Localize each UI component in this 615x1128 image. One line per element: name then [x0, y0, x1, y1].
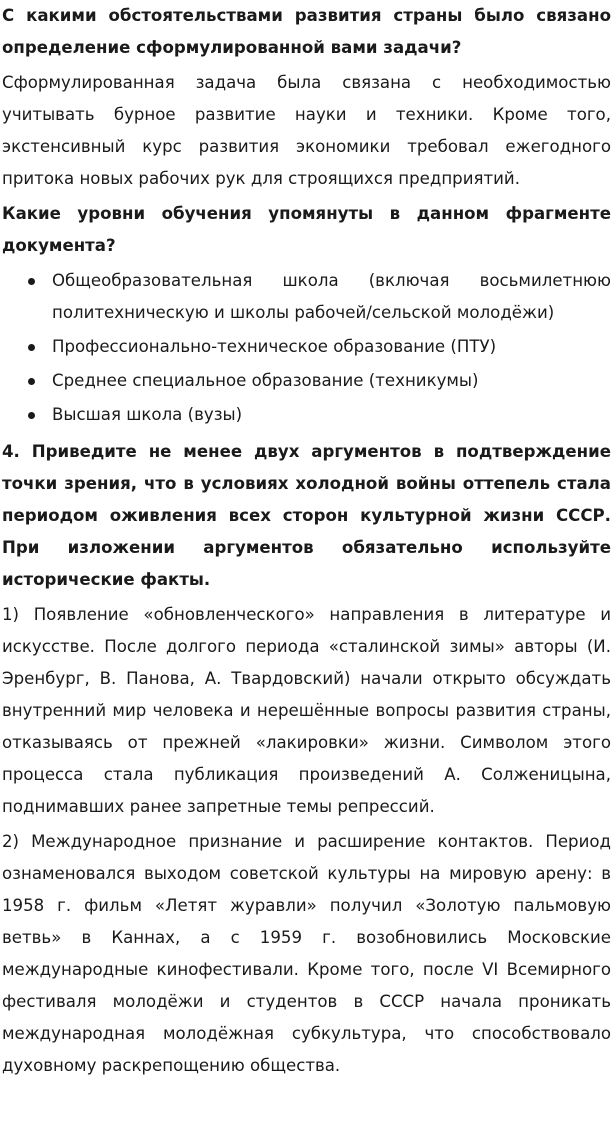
- list-item: [2, 265, 611, 329]
- bullet-icon: [28, 344, 35, 351]
- argument-2: 2) Международное признание и расширение контактов. Период ознаменовался выходом советской культуры на мировую арену: в 1958 г. фильм «Летят журавли» получил «Золотую пальмовую ветвь» в Каннах, а с 1959 г. возобновились Московские международные кинофестивали. Кроме того, после VI Всемирного фестиваля молодёжи и студентов в СССР начала проникать международная молодёжная субкультура, что способствовало духовному раскрепощению общества.: [2, 832, 611, 1075]
- list-item: [2, 365, 611, 397]
- list-item-text: Высшая школа (вузы): [52, 405, 243, 424]
- list-item: [2, 399, 611, 431]
- answer-goal: Сформулированная задача была связана с необходимостью учитывать бурное развитие науки и техники. Кроме того, экстенсивный курс развития экономики требовал ежегодного притока новых рабочих рук для строящихся предприятий.: [2, 73, 611, 188]
- question-4: 4. Приведите не менее двух аргументов в подтверждение точки зрения, что в условиях холодной войны оттепель стала периодом оживления всех сторон культурной жизни СССР. При изложении аргументов обязательно используйте исторические факты.: [2, 442, 611, 589]
- bullet-icon: [28, 278, 35, 285]
- list-item-text: Среднее специальное образование (техникумы): [52, 371, 479, 390]
- question-goal: С какими обстоятельствами развития страны было связано определение сформулированной вами задачи?: [2, 6, 611, 57]
- bullet-icon: [28, 378, 35, 385]
- list-item-text: Профессионально-техническое образование (ПТУ): [52, 337, 497, 356]
- question-levels: Какие уровни обучения упомянуты в данном фрагменте документа?: [2, 204, 611, 255]
- list-item: [2, 331, 611, 363]
- levels-list: [2, 265, 611, 431]
- argument-1: 1) Появление «обновленческого» направления в литературе и искусстве. После долгого периода «сталинской зимы» авторы (И. Эренбург, В. Панова, А. Твардовский) начали открыто обсуждать внутренний мир человека и нерешённые вопросы развития страны, отказываясь от прежней «лакировки» жизни. Символом этого процесса стала публикация произведений А. Солженицына, поднимавших ранее запретные темы репрессий.: [2, 605, 611, 816]
- bullet-icon: [28, 412, 35, 419]
- list-item-text: Общеобразовательная школа (включая восьмилетнюю политехническую и школы рабочей/сельской молодёжи): [52, 271, 611, 322]
